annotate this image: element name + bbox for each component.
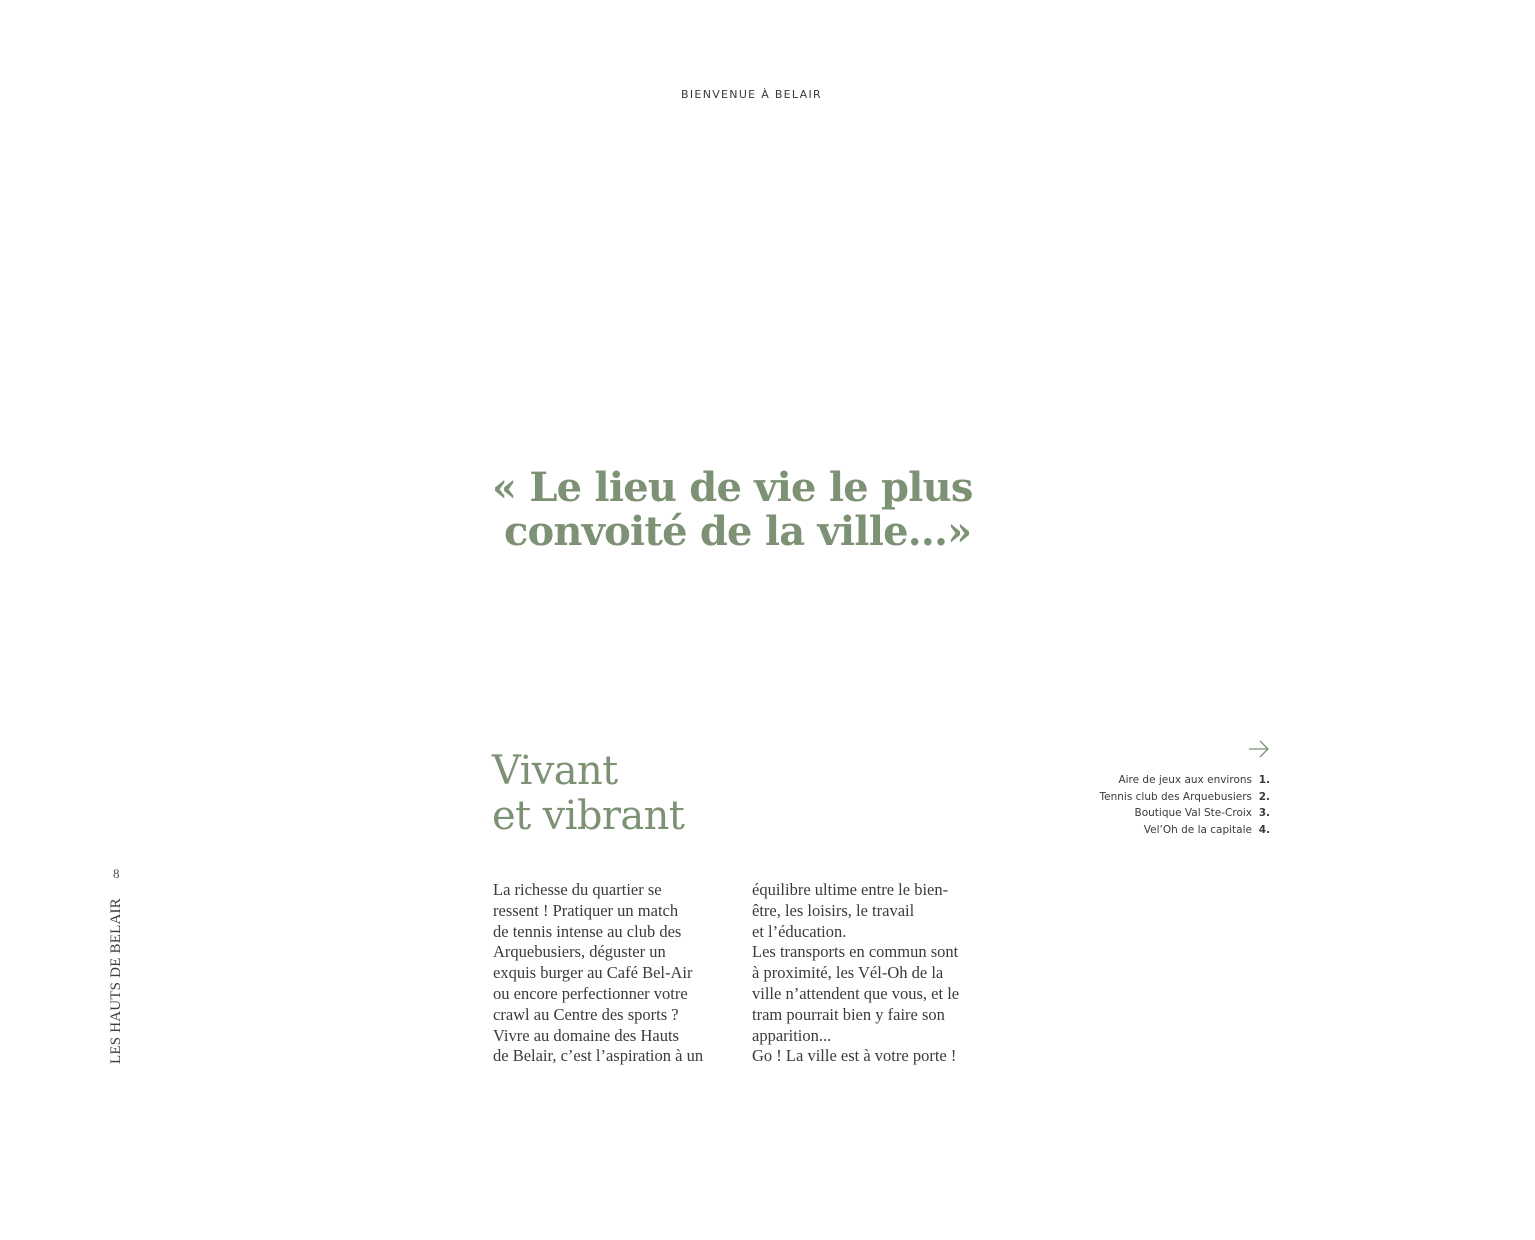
arrow-right-icon xyxy=(1247,739,1271,759)
text-line: à proximité, les Vél-Oh de la xyxy=(752,963,944,983)
text-line: apparition... xyxy=(752,1025,832,1045)
text-line: équilibre ultime entre le bien- xyxy=(752,880,949,899)
body-text-right-column xyxy=(752,880,987,1067)
body-text-left-column xyxy=(493,880,728,1067)
legend-item-label: Vel’Oh de la capitale xyxy=(1143,823,1252,836)
pull-quote-line-1: « Le lieu de vie le plus xyxy=(492,464,973,511)
pull-quote-line-2: convoité de la ville...» xyxy=(504,508,972,555)
section-title-line-1: Vivant xyxy=(492,748,618,794)
text-line: Les transports en commun sont xyxy=(752,942,959,962)
legend-item-number: 4. xyxy=(1258,823,1270,836)
legend-item-number: 2. xyxy=(1258,790,1270,803)
section-title xyxy=(492,749,684,839)
text-line: Arquebusiers, déguster un xyxy=(493,942,666,962)
text-line: et l’éducation. xyxy=(752,921,847,941)
legend-item-label: Tennis club des Arquebusiers xyxy=(1099,790,1252,803)
text-line: La richesse du quartier se xyxy=(493,880,662,899)
pull-quote xyxy=(492,466,1012,554)
text-line: ou encore perfectionner votre xyxy=(493,983,688,1003)
text-line: Go ! La ville est à votre porte ! xyxy=(752,1046,957,1066)
section-header: BIENVENUE À BELAIR xyxy=(681,88,822,101)
legend-item-label: Boutique Val Ste-Croix xyxy=(1134,807,1252,819)
text-line: Vivre au domaine des Hauts xyxy=(493,1025,679,1045)
text-line: exquis burger au Café Bel-Air xyxy=(493,963,693,983)
page-number: 8 xyxy=(113,866,120,881)
map-legend xyxy=(1100,772,1270,838)
legend-item-label: Aire de jeux aux environs xyxy=(1118,774,1252,786)
text-line: de Belair, c’est l’aspiration à un xyxy=(493,1046,704,1066)
legend-item-number: 3. xyxy=(1258,807,1270,819)
text-line: tram pourrait bien y faire son xyxy=(752,1004,945,1024)
legend-item xyxy=(1100,772,1270,789)
publication-title-vertical: LES HAUTS DE BELAIR xyxy=(108,898,124,1064)
text-line: être, les loisirs, le travail xyxy=(752,900,915,920)
text-line: crawl au Centre des sports ? xyxy=(493,1004,679,1024)
section-title-line-2: et vibrant xyxy=(492,793,685,839)
text-line: de tennis intense au club des xyxy=(493,921,682,941)
text-line: ville n’attendent que vous, et le xyxy=(752,983,960,1003)
text-line: ressent ! Pratiquer un match xyxy=(493,900,679,920)
legend-item-number: 1. xyxy=(1258,774,1270,786)
legend-item xyxy=(1100,822,1270,839)
legend-item xyxy=(1100,805,1270,822)
legend-item xyxy=(1100,789,1270,806)
